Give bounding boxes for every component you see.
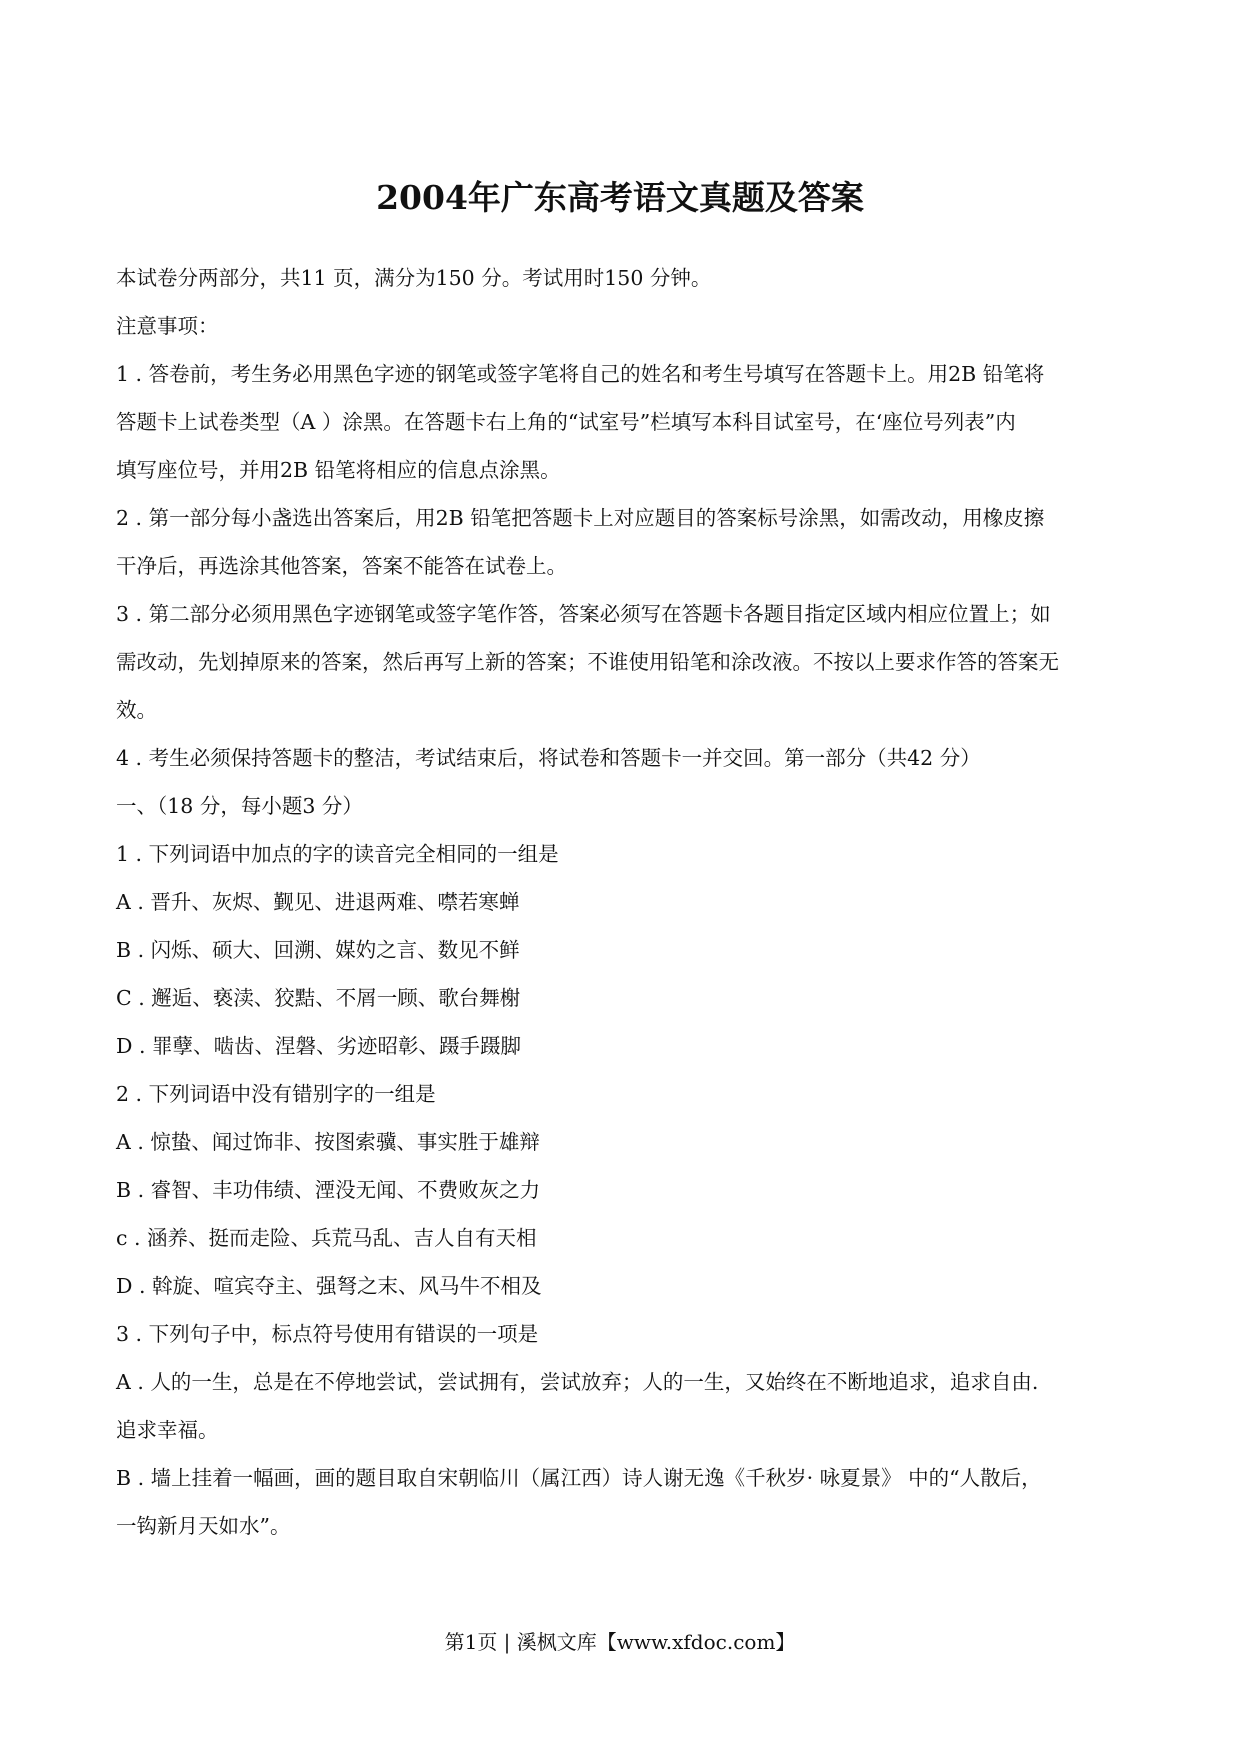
page-footer: 第1页 | 溪枫文库【www.xfdoc.com】 [444, 1630, 796, 1654]
text-line: C . 邂逅、亵渎、狡黠、不屑一顾、歌台舞榭 [116, 986, 521, 1010]
text-line: 一、（18 分，每小题3 分） [116, 794, 363, 818]
text-line: 3 . 下列句子中，标点符号使用有错误的一项是 [116, 1322, 539, 1346]
text-line: B . 睿智、丰功伟绩、湮没无闻、不费败灰之力 [116, 1178, 541, 1202]
text-line: 一钩新月天如水”。 [116, 1514, 291, 1538]
document-title: 2004年广东高考语文真题及答案 [376, 178, 864, 217]
text-line: 追求幸福。 [116, 1418, 219, 1442]
text-line: 填写座位号，并用2B 铅笔将相应的信息点涂黑。 [116, 458, 561, 482]
text-line: A . 人的一生，总是在不停地尝试，尝试拥有，尝试放弃；人的一生，又始终在不断地追求，追求自由. [116, 1370, 1039, 1394]
text-line: 效。 [116, 698, 157, 722]
text-line: 3 . 第二部分必须用黑色字迹钢笔或签字笔作答，答案必须写在答题卡各题目指定区域内相应位置上；如 [116, 602, 1051, 626]
text-line: c . 涵养、挺而走险、兵荒马乱、吉人自有天相 [116, 1226, 537, 1250]
text-line: A . 晋升、灰烬、觐见、进退两难、噤若寒蝉 [116, 890, 520, 914]
text-line: A . 惊蛰、闻过饰非、按图索骥、事实胜于雄辩 [116, 1130, 540, 1154]
text-line: 答题卡上试卷类型（A ）涂黑。在答题卡右上角的“试室号”栏填写本科目试室号，在‘座位号列表”内 [116, 410, 1016, 434]
text-line: 2 . 第一部分每小盏选出答案后，用2B 铅笔把答题卡上对应题目的答案标号涂黑，如需改动，用橡皮擦 [116, 506, 1045, 530]
document-body [116, 254, 1126, 1550]
text-line: 4 . 考生必须保持答题卡的整洁，考试结束后，将试卷和答题卡一并交回。第一部分（共42 分） [116, 746, 981, 770]
text-line: B . 闪烁、硕大、回溯、媒妁之言、数见不鲜 [116, 938, 520, 962]
text-line: 干净后，再选涂其他答案，答案不能答在试卷上。 [116, 554, 567, 578]
text-line: D . 斡旋、喧宾夺主、强弩之末、风马牛不相及 [116, 1274, 542, 1298]
text-line: D . 罪孽、啮齿、涅磐、劣迹昭彰、蹑手蹑脚 [116, 1034, 521, 1058]
text-line: 1 . 答卷前，考生务必用黑色字迹的钢笔或签字笔将自己的姓名和考生号填写在答题卡上。用2B 铅笔将 [116, 362, 1045, 386]
text-line: 1 . 下列词语中加点的字的读音完全相同的一组是 [116, 842, 559, 866]
text-line: 需改动，先划掉原来的答案，然后再写上新的答案；不谁使用铅笔和涂改液。不按以上要求作答的答案无 [116, 650, 1059, 674]
text-line: 注意事项： [116, 314, 219, 338]
text-line: 本试卷分两部分，共11 页，满分为150 分。考试用时150 分钟。 [116, 266, 712, 290]
text-line: 2 . 下列词语中没有错别字的一组是 [116, 1082, 436, 1106]
text-line: B . 墙上挂着一幅画，画的题目取自宋朝临川（属江西）诗人谢无逸《千秋岁· 咏夏景》 中的“人散后， [116, 1466, 1042, 1490]
